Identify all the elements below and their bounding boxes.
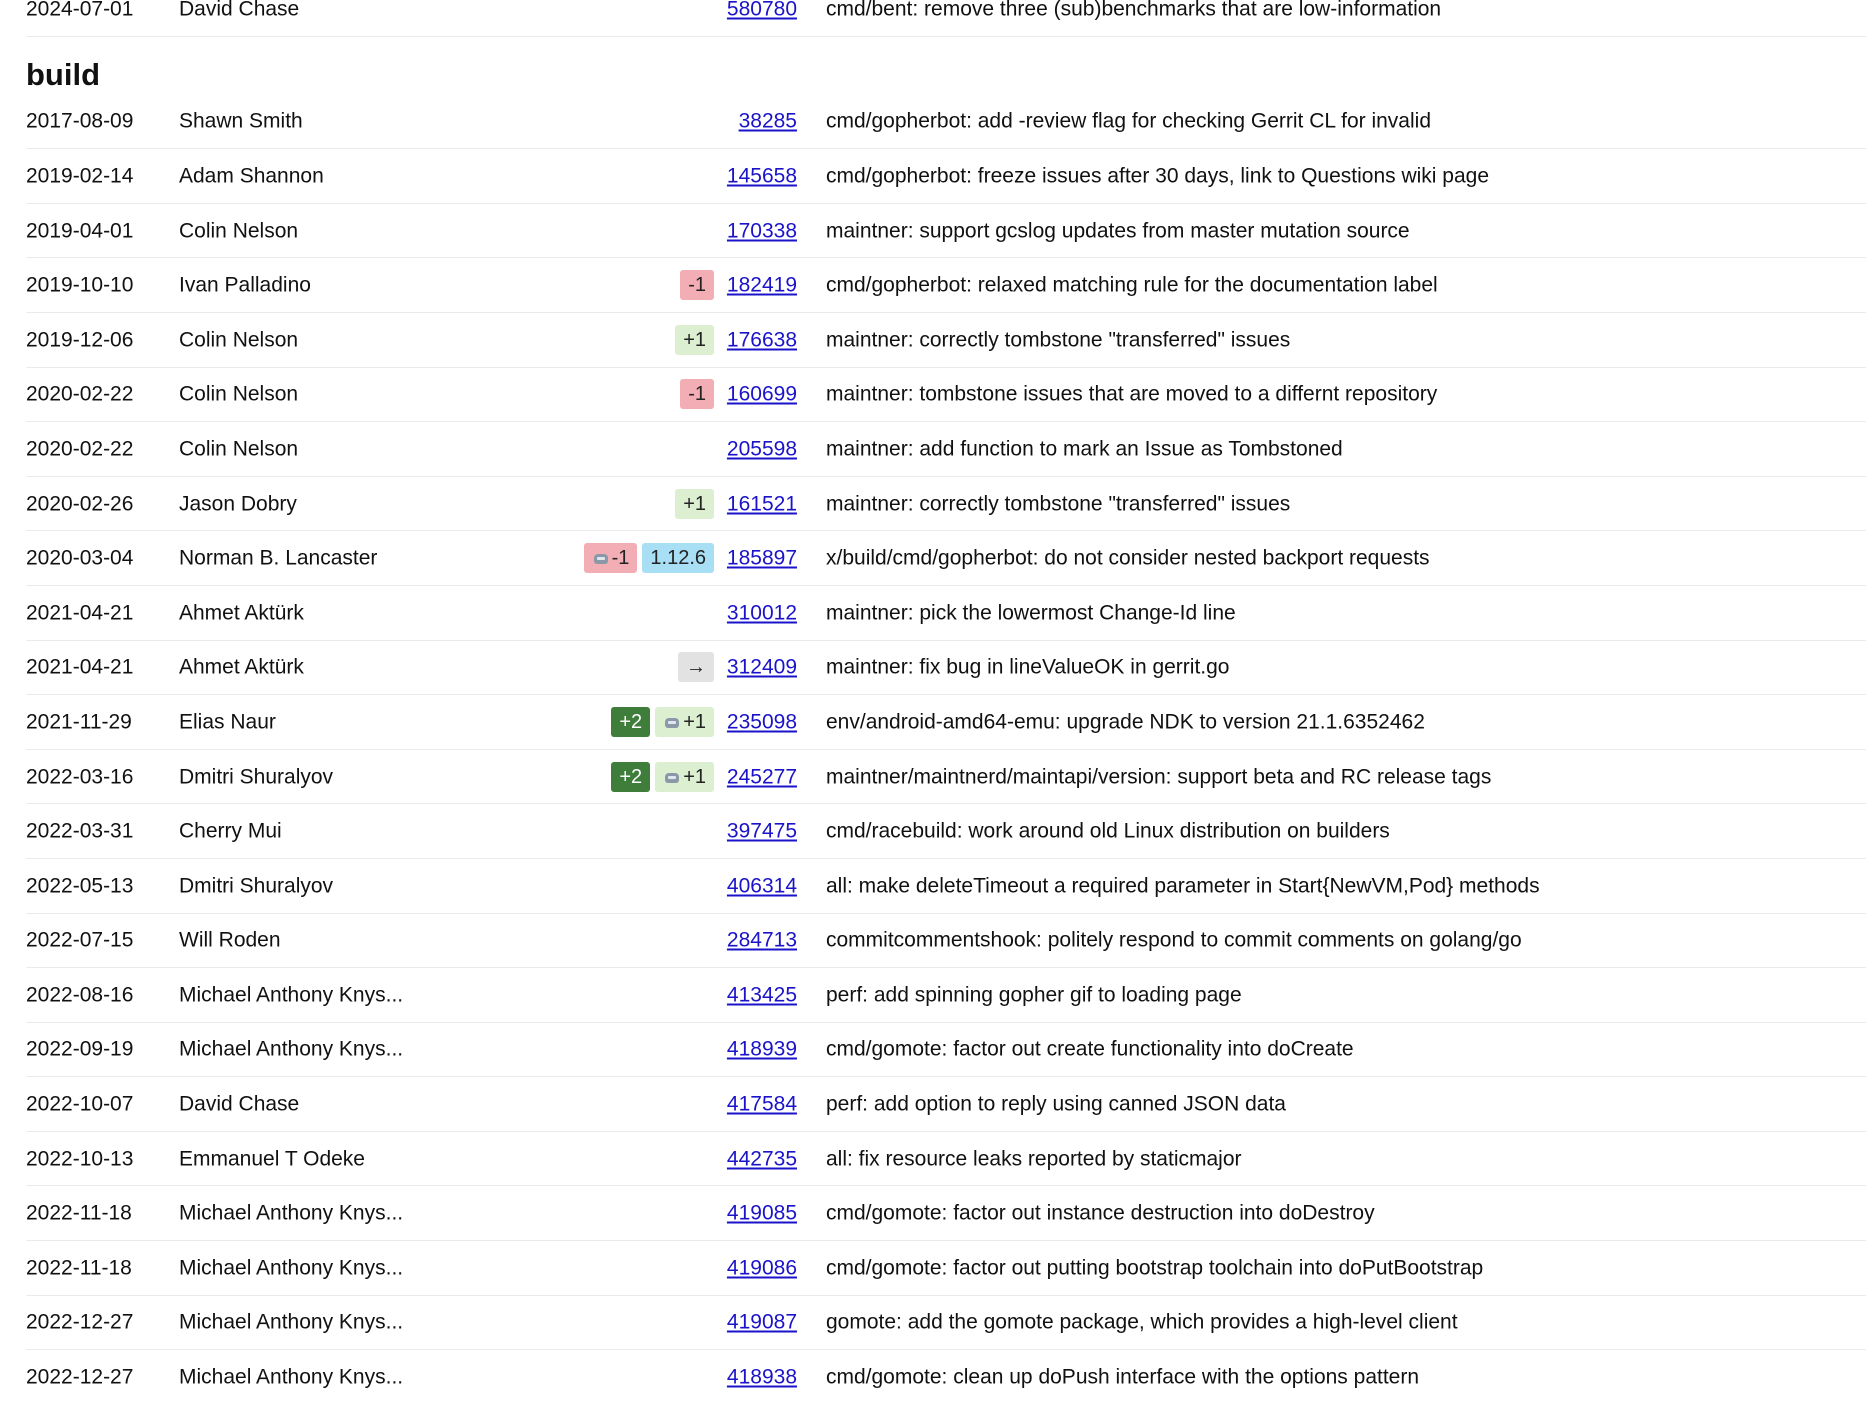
cl-author: Michael Anthony Knys... bbox=[179, 1310, 404, 1334]
vote-badge bbox=[655, 707, 714, 737]
table-row bbox=[26, 1186, 1866, 1241]
table-row bbox=[26, 258, 1866, 313]
cl-date: 2020-03-04 bbox=[26, 546, 134, 570]
cl-date: 2022-10-07 bbox=[26, 1092, 134, 1116]
cl-subject: maintner/maintnerd/maintapi/version: support beta and RC release tags bbox=[826, 765, 1492, 789]
cl-date: 2021-04-21 bbox=[26, 655, 134, 679]
release-badge bbox=[642, 543, 714, 573]
table-row bbox=[26, 149, 1866, 204]
robot-icon bbox=[663, 715, 681, 729]
cl-date: 2020-02-22 bbox=[26, 437, 134, 461]
cl-author: Michael Anthony Knys... bbox=[179, 1256, 404, 1280]
badge-label: -1 bbox=[688, 383, 706, 406]
cl-subject: cmd/bent: remove three (sub)benchmarks that are low-information bbox=[826, 0, 1442, 21]
cl-link[interactable]: 406314 bbox=[726, 874, 797, 898]
cl-date: 2020-02-26 bbox=[26, 492, 134, 516]
badge-label: +1 bbox=[683, 710, 706, 733]
vote-badge bbox=[675, 325, 714, 355]
cl-date: 2022-05-13 bbox=[26, 874, 134, 898]
cl-subject: cmd/gopherbot: relaxed matching rule for the documentation label bbox=[826, 273, 1438, 297]
cl-author: Colin Nelson bbox=[179, 219, 299, 243]
table-row bbox=[26, 695, 1866, 750]
cl-link[interactable]: 397475 bbox=[726, 819, 797, 843]
vote-badge bbox=[680, 379, 714, 409]
cl-subject: env/android-amd64-emu: upgrade NDK to version 21.1.6352462 bbox=[826, 710, 1425, 734]
table-row bbox=[26, 204, 1866, 259]
cl-author: Adam Shannon bbox=[179, 164, 324, 188]
table-row bbox=[26, 859, 1866, 914]
vote-badge bbox=[584, 543, 638, 573]
cl-author: Colin Nelson bbox=[179, 437, 299, 461]
vote-badge bbox=[611, 762, 650, 792]
table-row bbox=[26, 586, 1866, 641]
vote-badges bbox=[678, 652, 714, 682]
cl-link[interactable]: 419087 bbox=[726, 1310, 797, 1334]
vote-badge bbox=[655, 762, 714, 792]
vote-badges bbox=[680, 379, 714, 409]
cl-date: 2022-10-13 bbox=[26, 1147, 134, 1171]
cl-author: Dmitri Shuralyov bbox=[179, 874, 334, 898]
table-row bbox=[26, 1296, 1866, 1351]
cl-link[interactable]: 312409 bbox=[726, 655, 797, 679]
cl-date: 2019-12-06 bbox=[26, 328, 134, 352]
cl-author: Elias Naur bbox=[179, 710, 276, 734]
cl-link[interactable]: 245277 bbox=[726, 765, 797, 789]
cl-subject: cmd/gomote: factor out create functionality into doCreate bbox=[826, 1037, 1354, 1061]
table-row bbox=[26, 1350, 1866, 1402]
vote-badges bbox=[611, 762, 714, 792]
cl-link[interactable]: 176638 bbox=[726, 328, 797, 352]
cl-date: 2022-03-16 bbox=[26, 765, 134, 789]
cl-link[interactable]: 419086 bbox=[726, 1256, 797, 1280]
table-row bbox=[26, 477, 1866, 532]
badge-label: +1 bbox=[683, 492, 706, 515]
vote-badge bbox=[611, 707, 650, 737]
cl-subject: maintner: support gcslog updates from master mutation source bbox=[826, 219, 1410, 243]
vote-badge bbox=[675, 489, 714, 519]
badge-label: -1 bbox=[611, 547, 630, 570]
cl-author: Michael Anthony Knys... bbox=[179, 1201, 404, 1225]
cl-subject: commitcommentshook: politely respond to commit comments on golang/go bbox=[826, 928, 1522, 952]
cl-author: Shawn Smith bbox=[179, 109, 303, 133]
cl-subject: maintner: pick the lowermost Change-Id line bbox=[826, 601, 1236, 625]
cl-subject: cmd/gomote: factor out instance destruction into doDestroy bbox=[826, 1201, 1375, 1225]
cl-link[interactable]: 145658 bbox=[726, 164, 797, 188]
cl-date: 2021-11-29 bbox=[26, 710, 132, 734]
section-header bbox=[26, 37, 1866, 95]
cl-author: Michael Anthony Knys... bbox=[179, 1037, 404, 1061]
cl-date: 2021-04-21 bbox=[26, 601, 134, 625]
cl-author: Dmitri Shuralyov bbox=[179, 765, 334, 789]
cl-date: 2022-03-31 bbox=[26, 819, 134, 843]
cl-author: Colin Nelson bbox=[179, 382, 299, 406]
cl-author: Jason Dobry bbox=[179, 492, 297, 516]
cl-subject: maintner: correctly tombstone "transferred" issues bbox=[826, 328, 1291, 352]
cl-author: Ivan Palladino bbox=[179, 273, 311, 297]
cl-subject: cmd/gomote: factor out putting bootstrap toolchain into doPutBootstrap bbox=[826, 1256, 1484, 1280]
table-row bbox=[26, 422, 1866, 477]
cl-link[interactable]: 442735 bbox=[726, 1147, 797, 1171]
cl-author: Michael Anthony Knys... bbox=[179, 1365, 404, 1389]
cl-author: Cherry Mui bbox=[179, 819, 282, 843]
cl-date: 2022-12-27 bbox=[26, 1310, 134, 1334]
cl-author: Will Roden bbox=[179, 928, 281, 952]
cl-link[interactable]: 205598 bbox=[726, 437, 797, 461]
cl-date: 2019-10-10 bbox=[26, 273, 134, 297]
badge-label: +2 bbox=[619, 710, 643, 733]
vote-badges bbox=[584, 543, 714, 573]
cl-subject: cmd/gopherbot: add -review flag for checking Gerrit CL for invalid bbox=[826, 109, 1432, 133]
vote-badges bbox=[675, 325, 714, 355]
vote-badges bbox=[611, 707, 714, 737]
cl-link[interactable]: 310012 bbox=[726, 601, 797, 625]
robot-icon bbox=[592, 551, 610, 565]
table-row bbox=[26, 750, 1866, 805]
cl-link[interactable]: 38285 bbox=[738, 109, 797, 133]
arrow-badge bbox=[678, 652, 714, 682]
cl-link[interactable]: 284713 bbox=[726, 928, 797, 952]
cl-link[interactable]: 418939 bbox=[726, 1037, 797, 1061]
cl-link[interactable]: 413425 bbox=[726, 983, 797, 1007]
cl-date: 2019-02-14 bbox=[26, 164, 134, 188]
cl-date: 2019-04-01 bbox=[26, 219, 134, 243]
cl-link[interactable]: 182419 bbox=[726, 273, 797, 297]
cl-link[interactable]: 580780 bbox=[726, 0, 797, 21]
cl-author: David Chase bbox=[179, 0, 300, 21]
cl-date: 2022-07-15 bbox=[26, 928, 134, 952]
cl-subject: cmd/gopherbot: freeze issues after 30 days, link to Questions wiki page bbox=[826, 164, 1490, 188]
cl-date: 2020-02-22 bbox=[26, 382, 134, 406]
section-title: build bbox=[26, 56, 101, 92]
table-row bbox=[26, 641, 1866, 696]
cl-author: Ahmet Aktürk bbox=[179, 655, 304, 679]
cl-date: 2022-08-16 bbox=[26, 983, 134, 1007]
cl-author: Colin Nelson bbox=[179, 328, 299, 352]
cl-subject: maintner: tombstone issues that are moved to a differnt repository bbox=[826, 382, 1438, 406]
cl-subject: gomote: add the gomote package, which provides a high-level client bbox=[826, 1310, 1458, 1334]
cl-date: 2022-11-18 bbox=[26, 1201, 132, 1225]
cl-subject: maintner: add function to mark an Issue as Tombstoned bbox=[826, 437, 1343, 461]
badge-label: +1 bbox=[683, 328, 706, 351]
cl-subject: maintner: correctly tombstone "transferred" issues bbox=[826, 492, 1291, 516]
table-row bbox=[26, 968, 1866, 1023]
cl-author: Ahmet Aktürk bbox=[179, 601, 304, 625]
cl-list-page bbox=[26, 0, 1866, 1402]
cl-author: Emmanuel T Odeke bbox=[179, 1147, 365, 1171]
cl-date: 2024-07-01 bbox=[26, 0, 134, 21]
cl-date: 2022-11-18 bbox=[26, 1256, 132, 1280]
badge-label: +1 bbox=[683, 765, 706, 788]
table-row bbox=[26, 0, 1866, 37]
table-row bbox=[26, 1132, 1866, 1187]
cl-subject: all: make deleteTimeout a required parameter in Start{NewVM,Pod} methods bbox=[826, 874, 1540, 898]
cl-date: 2022-12-27 bbox=[26, 1365, 134, 1389]
cl-link[interactable]: 161521 bbox=[726, 492, 797, 516]
vote-badge bbox=[680, 270, 714, 300]
table-row bbox=[26, 804, 1866, 859]
cl-subject: perf: add option to reply using canned JSON data bbox=[826, 1092, 1286, 1116]
cl-subject: maintner: fix bug in lineValueOK in gerrit.go bbox=[826, 655, 1230, 679]
cl-subject: cmd/racebuild: work around old Linux distribution on builders bbox=[826, 819, 1390, 843]
badge-label: → bbox=[686, 656, 706, 679]
cl-author: Norman B. Lancaster bbox=[179, 546, 378, 570]
table-row bbox=[26, 914, 1866, 969]
table-row bbox=[26, 531, 1866, 586]
cl-link[interactable]: 170338 bbox=[726, 219, 797, 243]
table-row bbox=[26, 1023, 1866, 1078]
cl-link[interactable]: 418938 bbox=[726, 1365, 797, 1389]
cl-subject: all: fix resource leaks reported by staticmajor bbox=[826, 1147, 1242, 1171]
cl-link[interactable]: 160699 bbox=[726, 382, 797, 406]
table-row bbox=[26, 1241, 1866, 1296]
badge-label: 1.12.6 bbox=[650, 547, 706, 570]
table-row bbox=[26, 95, 1866, 150]
table-row bbox=[26, 368, 1866, 423]
robot-icon bbox=[663, 770, 681, 784]
cl-link[interactable]: 185897 bbox=[726, 546, 797, 570]
cl-table bbox=[26, 95, 1866, 1402]
vote-badges bbox=[675, 489, 714, 519]
cl-subject: cmd/gomote: clean up doPush interface with the options pattern bbox=[826, 1365, 1420, 1389]
table-row bbox=[26, 313, 1866, 368]
table-row bbox=[26, 1077, 1866, 1132]
cl-date: 2022-09-19 bbox=[26, 1037, 134, 1061]
cl-date: 2017-08-09 bbox=[26, 109, 134, 133]
badge-label: -1 bbox=[688, 274, 706, 297]
cl-author: David Chase bbox=[179, 1092, 300, 1116]
cl-link[interactable]: 235098 bbox=[726, 710, 797, 734]
cl-author: Michael Anthony Knys... bbox=[179, 983, 404, 1007]
cl-link[interactable]: 419085 bbox=[726, 1201, 797, 1225]
badge-label: +2 bbox=[619, 765, 643, 788]
cl-link[interactable]: 417584 bbox=[726, 1092, 797, 1116]
cl-subject: x/build/cmd/gopherbot: do not consider nested backport requests bbox=[826, 546, 1430, 570]
vote-badges bbox=[680, 270, 714, 300]
cl-subject: perf: add spinning gopher gif to loading page bbox=[826, 983, 1242, 1007]
